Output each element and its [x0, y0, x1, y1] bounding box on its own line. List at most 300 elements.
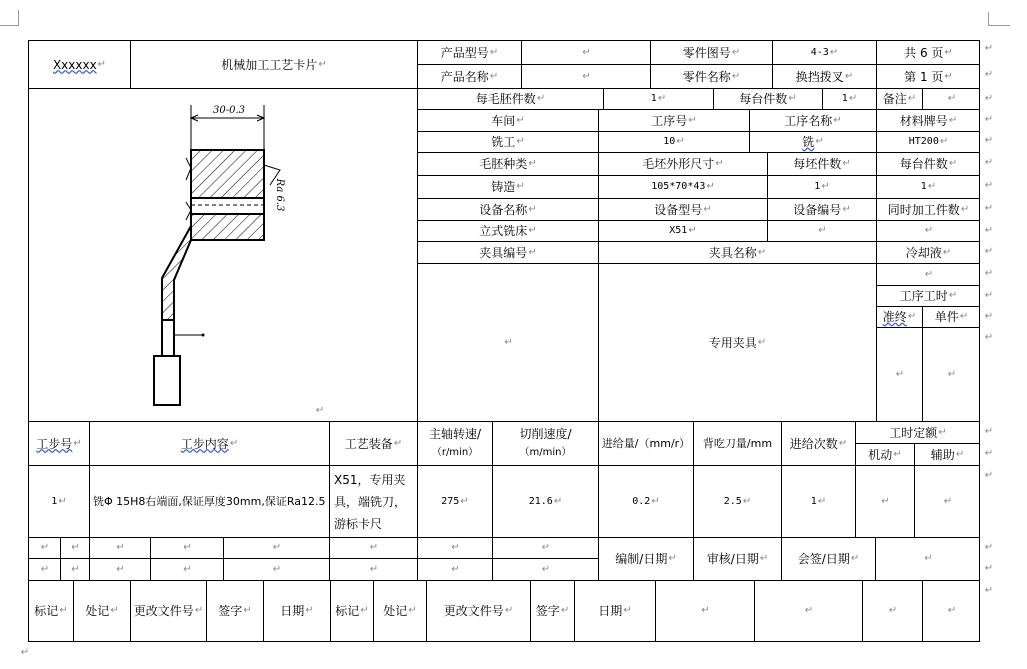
sign-label-1-text: 签字 [218, 604, 243, 618]
paragraph-mark: ↵ [489, 70, 499, 82]
countersign-date-label [782, 538, 875, 580]
step-row-equipment[interactable] [330, 466, 417, 537]
paragraph-mark: ↵ [516, 114, 525, 126]
paragraph-mark: ↵ [938, 426, 947, 438]
paragraph-mark: ↵ [815, 136, 824, 147]
paragraph-mark: ↵ [893, 448, 902, 460]
paragraph-mark: ↵ [701, 605, 710, 616]
paragraph-mark: ↵ [959, 311, 969, 322]
part-drawing-no-value[interactable] [773, 41, 876, 64]
date-label-2 [575, 581, 655, 641]
blank-cell[interactable] [330, 559, 417, 580]
paragraph-mark: ↵ [315, 405, 325, 416]
part-name-label [651, 65, 772, 88]
paragraph-mark: ↵ [818, 225, 827, 236]
quota-header [856, 422, 980, 443]
paragraph-mark: ↵ [907, 311, 917, 322]
paragraph-mark: ↵ [183, 542, 192, 553]
countersign-date-value[interactable] [863, 581, 922, 641]
review-date-label-text: 审核/日期 [706, 552, 759, 566]
paragraph-mark: ↵ [528, 203, 537, 215]
paragraph-mark: ↵ [460, 495, 469, 507]
paragraph-mark: ↵ [944, 70, 953, 82]
blank-cell[interactable] [418, 538, 492, 558]
paragraph-mark: ↵ [942, 246, 952, 258]
workshop-label-text: 车间 [491, 113, 516, 128]
process-time-label [877, 286, 980, 306]
row-end-mark: ↵ [984, 268, 994, 279]
remarks-label [877, 89, 922, 109]
review-date-value[interactable] [755, 581, 862, 641]
row-end-mark: ↵ [984, 203, 994, 214]
passes-header [782, 422, 855, 465]
fixture-name-value-text: 专用夹具 [708, 335, 757, 350]
equipment-model-label-text: 设备型号 [654, 202, 703, 217]
paragraph-mark: ↵ [116, 563, 125, 575]
product-name-label [418, 65, 521, 88]
fixture-name-label-text: 夹具名称 [708, 245, 757, 260]
spindle-header [418, 422, 492, 465]
paragraph-mark: ↵ [817, 495, 827, 507]
company-name-text: Xxxxxx [52, 57, 97, 72]
total-pages [877, 41, 980, 64]
paragraph-mark: ↵ [393, 437, 403, 449]
paragraph-mark: ↵ [408, 605, 417, 616]
material-value-text: HT200 [908, 136, 939, 147]
paragraph-mark: ↵ [59, 605, 68, 616]
paragraph-mark: ↵ [318, 58, 327, 70]
step-row-aux[interactable] [915, 466, 980, 537]
mark-label-1-text: 标记 [34, 604, 59, 618]
paragraph-mark: ↵ [553, 495, 563, 507]
compile-date-value[interactable] [656, 581, 754, 641]
paragraph-mark: ↵ [229, 437, 239, 449]
paragraph-mark: ↵ [651, 495, 660, 507]
feed-header-text: 进给量/（mm/r） [601, 436, 691, 450]
paragraph-mark: ↵ [947, 368, 957, 380]
blank-cell[interactable] [151, 559, 223, 580]
paragraph-mark: ↵ [948, 114, 958, 126]
blank-per-value-text: 1 [650, 93, 657, 104]
paragraph-mark: ↵ [943, 495, 953, 507]
paragraph-mark: ↵ [948, 158, 958, 169]
blank-cell[interactable] [61, 538, 89, 558]
equipment-name-value[interactable] [418, 221, 598, 241]
extra-date-value[interactable] [923, 581, 980, 641]
row-end-mark: ↵ [984, 69, 994, 80]
paragraph-mark: ↵ [948, 290, 958, 301]
paragraph-mark: ↵ [272, 542, 282, 553]
step-row-cut-speed-text: 21.6 [528, 495, 553, 507]
paragraph-mark: ↵ [369, 563, 379, 575]
dimension-label: 30-0.3 [213, 105, 246, 116]
paragraph-mark: ↵ [844, 70, 854, 82]
equipment-model-value-text: X51 [669, 225, 688, 236]
step-row-no[interactable] [29, 466, 89, 537]
row-end-mark: ↵ [984, 542, 994, 553]
part-arm [162, 226, 191, 320]
sign-label-2 [531, 581, 574, 641]
row-end-mark: ↵ [984, 114, 994, 125]
sign-label-1 [207, 581, 263, 641]
equipment-no-label [768, 199, 876, 220]
blank-cell[interactable] [29, 559, 60, 580]
paragraph-mark: ↵ [194, 605, 204, 616]
material-value[interactable] [877, 132, 980, 152]
paragraph-mark: ↵ [848, 93, 858, 104]
paragraph-mark: ↵ [706, 181, 715, 192]
blank-size-value[interactable] [599, 176, 767, 198]
paragraph-mark: ↵ [907, 93, 917, 104]
per-unit2-value-text: 1 [920, 181, 927, 192]
product-name-label-text: 产品名称 [440, 69, 489, 84]
equipment-no-label-text: 设备编号 [793, 202, 842, 217]
coolant-value[interactable] [877, 264, 980, 285]
part-name-label-text: 零件名称 [682, 69, 731, 84]
spindle-header-line2: （r/min） [431, 447, 479, 458]
equipment-model-label [599, 199, 767, 220]
paragraph-mark: ↵ [528, 246, 537, 258]
row-end-mark: ↵ [984, 585, 994, 596]
card-title-text: 机械加工工艺卡片 [221, 57, 318, 72]
workshop-value-text: 铣工 [491, 135, 516, 149]
fixture-no-label-text: 夹具编号 [479, 245, 528, 260]
per-blank-label [768, 153, 876, 175]
page-number [877, 65, 980, 88]
paragraph-mark: ↵ [939, 136, 949, 147]
aux-header [915, 444, 980, 465]
equipment-model-value[interactable] [599, 221, 767, 241]
paragraph-mark: ↵ [71, 542, 80, 553]
date-label-2-text: 日期 [598, 604, 623, 618]
compile-date-label [599, 538, 693, 580]
coolant-label [877, 242, 980, 263]
row-end-mark: ↵ [984, 93, 994, 104]
blank-size-label-text: 毛坯外形尺寸 [642, 157, 715, 171]
mark-label-2 [331, 581, 373, 641]
process-name-label-text: 工序名称 [784, 113, 833, 128]
part-head-block [191, 150, 264, 198]
paragraph-mark: ↵ [657, 93, 667, 104]
depth-header [694, 422, 781, 465]
paragraph-mark: ↵ [582, 70, 591, 82]
spindle-header-line1: 主轴转速/ [428, 427, 482, 441]
paragraph-mark: ↵ [451, 563, 460, 575]
paragraph-mark: ↵ [183, 563, 192, 575]
blank-cell[interactable] [330, 538, 417, 558]
row-end-mark: ↵ [984, 563, 994, 574]
place-label-2-text: 处记 [383, 604, 408, 618]
paragraph-mark: ↵ [676, 136, 685, 147]
card-title [131, 41, 417, 88]
paragraph-mark: ↵ [924, 225, 934, 236]
simultaneous-value[interactable] [877, 221, 980, 241]
blank-cell[interactable] [418, 559, 492, 580]
paragraph-mark: ↵ [369, 542, 379, 553]
blank-per-value[interactable] [604, 89, 713, 109]
part-slot [191, 198, 264, 214]
per-blank-label-text: 每坯件数 [793, 157, 842, 171]
sign-label-2-text: 签字 [535, 604, 560, 618]
part-drawing-no-label-text: 零件图号 [682, 45, 731, 60]
change-doc-label-2-text: 更改文件号 [443, 604, 504, 618]
blank-cell[interactable] [90, 538, 150, 558]
blank-cell[interactable] [151, 538, 223, 558]
equipment-name-value-text: 立式铣床 [479, 224, 528, 238]
paragraph-mark: ↵ [528, 158, 537, 169]
paragraph-mark: ↵ [895, 368, 905, 380]
per-blank-value[interactable] [768, 176, 876, 198]
process-name-value-text: 铣 [802, 135, 815, 149]
paragraph-mark: ↵ [833, 114, 842, 126]
process-name-value[interactable] [750, 132, 876, 152]
simultaneous-label [877, 199, 980, 220]
material-label [877, 110, 980, 131]
passes-header-text: 进给次数 [789, 436, 838, 451]
review-date-label [694, 538, 781, 580]
remarks-value[interactable] [923, 89, 980, 109]
step-row-depth-text: 2.5 [723, 495, 742, 507]
row-end-mark: ↵ [984, 311, 994, 322]
paragraph-mark: ↵ [731, 46, 741, 58]
row-end-mark: ↵ [984, 426, 994, 437]
equipment-header [330, 422, 417, 465]
paragraph-mark: ↵ [829, 46, 839, 58]
total-pages-text: 共 6 页 [904, 45, 944, 60]
cut-speed-header-line2: （m/min） [519, 447, 572, 458]
paragraph-mark: ↵ [528, 225, 537, 236]
step-row-content[interactable] [90, 466, 329, 537]
paragraph-mark: ↵ [541, 542, 551, 553]
blank-cell[interactable] [61, 559, 89, 580]
quota-header-text: 工时定额 [889, 425, 938, 440]
row-end-mark: ↵ [984, 135, 994, 146]
paragraph-mark: ↵ [541, 563, 551, 575]
process-no-value-text: 10 [663, 136, 676, 147]
blank-type-value-text: 铸造 [491, 180, 516, 194]
process-no-label-text: 工序号 [651, 113, 688, 128]
material-label-text: 材料牌号 [899, 113, 948, 128]
step-row-content-text: 铣Φ 15H8右端面,保证厚度30mm,保证Ra12.5 [93, 494, 326, 508]
equipment-name-label [418, 199, 598, 220]
part-name-value[interactable] [773, 65, 876, 88]
blank-type-value[interactable] [418, 176, 598, 198]
depth-header-text: 背吃刀量/mm [702, 436, 773, 450]
paragraph-mark: ↵ [560, 605, 570, 616]
paragraph-mark: ↵ [110, 605, 119, 616]
blank-type-label [418, 153, 598, 175]
paragraph-mark: ↵ [927, 181, 937, 192]
paragraph-mark: ↵ [516, 181, 525, 192]
paragraph-mark: ↵ [504, 605, 514, 616]
paragraph-mark: ↵ [731, 70, 741, 82]
date-label-1-text: 日期 [280, 604, 305, 618]
countersign-extra[interactable] [876, 538, 980, 580]
equipment-name-label-text: 设备名称 [479, 202, 528, 217]
workshop-label [418, 110, 598, 131]
paragraph-mark: ↵ [668, 553, 677, 564]
paragraph-mark: ↵ [947, 605, 957, 616]
paragraph-mark: ↵ [944, 46, 953, 58]
mark-label-2-text: 标记 [335, 604, 360, 618]
prep-value[interactable] [877, 328, 922, 421]
place-label-1 [74, 581, 130, 641]
blank-cell[interactable] [493, 538, 598, 558]
blank-cell[interactable] [90, 559, 150, 580]
page-number-text: 第 1 页 [904, 69, 944, 84]
paragraph-mark: ↵ [759, 553, 769, 564]
paragraph-mark: ↵ [451, 542, 460, 553]
change-doc-label-1 [131, 581, 206, 641]
blank-cell[interactable] [493, 559, 598, 580]
machine-header-text: 机动 [868, 447, 893, 462]
per-unit2-label-text: 每台件数 [899, 157, 948, 171]
paragraph-mark: ↵ [504, 336, 513, 348]
roughness-label: Ra 6.3 [274, 178, 285, 212]
paragraph-mark: ↵ [489, 46, 499, 58]
paragraph-mark: ↵ [924, 268, 934, 280]
part-shank [162, 320, 174, 356]
paragraph-mark: ↵ [97, 58, 107, 70]
paragraph-mark: ↵ [888, 605, 898, 616]
date-label-1 [264, 581, 330, 641]
mark-label-1 [29, 581, 73, 641]
paragraph-mark: ↵ [742, 495, 752, 507]
single-value[interactable] [923, 328, 980, 421]
paragraph-mark: ↵ [757, 336, 767, 348]
per-unit-value[interactable] [823, 89, 876, 109]
workshop-value[interactable] [418, 132, 598, 152]
paragraph-mark: ↵ [788, 93, 797, 104]
blank-size-label [599, 153, 767, 175]
doc-end-mark: ↵ [20, 647, 30, 658]
row-end-mark: ↵ [984, 180, 994, 191]
countersign-date-label-text: 会签/日期 [797, 552, 850, 566]
step-row-spindle[interactable] [418, 466, 492, 537]
paragraph-mark: ↵ [516, 136, 525, 147]
paragraph-mark: ↵ [688, 114, 697, 126]
change-doc-label-2 [427, 581, 530, 641]
paragraph-mark: ↵ [757, 246, 767, 258]
compile-date-label-text: 编制/日期 [615, 552, 668, 566]
product-model-value[interactable] [522, 41, 650, 64]
process-name-label [750, 110, 876, 131]
company-name [29, 41, 130, 88]
aux-header-text: 辅助 [930, 447, 955, 462]
process-time-label-text: 工序工时 [899, 289, 948, 303]
paragraph-mark: ↵ [243, 605, 252, 616]
paragraph-mark: ↵ [40, 563, 50, 575]
step-no-header-text: 工步号 [36, 436, 73, 451]
per-unit-label-text: 每台件数 [739, 92, 788, 106]
row-end-mark: ↵ [984, 43, 994, 54]
paragraph-mark: ↵ [688, 225, 697, 236]
paragraph-mark: ↵ [58, 495, 67, 507]
step-no-header [29, 422, 89, 465]
blank-type-label-text: 毛胚种类 [479, 157, 528, 171]
paragraph-mark: ↵ [623, 605, 632, 616]
step-row-equipment-text: X51，专用夹具，端铣刀，游标卡尺 [334, 472, 407, 531]
prep-label-text: 准终 [882, 310, 907, 324]
paragraph-mark: ↵ [960, 203, 970, 215]
paragraph-mark: ↵ [804, 605, 814, 616]
equipment-header-text: 工艺装备 [344, 436, 393, 451]
step-content-header-text: 工步内容 [180, 436, 229, 451]
paragraph-mark: ↵ [116, 542, 125, 553]
fixture-no-value[interactable] [418, 264, 598, 421]
row-end-mark: ↵ [984, 332, 994, 343]
feed-header [599, 422, 693, 465]
blank-cell[interactable] [224, 538, 329, 558]
paragraph-mark: ↵ [821, 181, 830, 192]
remarks-label-text: 备注 [882, 92, 907, 106]
step-row-cut-speed[interactable] [493, 466, 598, 537]
per-blank-value-text: 1 [814, 181, 821, 192]
step-row-no-text: 1 [51, 495, 58, 507]
process-no-value[interactable] [599, 132, 749, 152]
step-row-spindle-text: 275 [441, 495, 460, 507]
product-model-label-text: 产品型号 [440, 45, 489, 60]
fixture-name-label [599, 242, 876, 263]
per-unit2-value[interactable] [877, 176, 980, 198]
per-unit2-label [877, 153, 980, 175]
cut-speed-header-line1: 切削速度/ [519, 427, 572, 441]
paragraph-mark: ↵ [842, 203, 851, 215]
step-content-header [90, 422, 329, 465]
blank-cell[interactable] [224, 559, 329, 580]
step-row-machine[interactable] [856, 466, 914, 537]
step-row-feed[interactable] [599, 466, 693, 537]
equipment-no-value[interactable] [768, 221, 876, 241]
row-end-mark: ↵ [984, 225, 994, 236]
product-name-value[interactable] [522, 65, 650, 88]
paragraph-mark: ↵ [924, 553, 933, 564]
part-base-block [191, 214, 264, 240]
blank-per-label-text: 每毛胚件数 [475, 92, 536, 106]
paragraph-mark: ↵ [40, 542, 50, 553]
step-row-depth[interactable] [694, 466, 781, 537]
paragraph-mark: ↵ [73, 437, 82, 449]
per-unit-label [714, 89, 822, 109]
paragraph-mark: ↵ [838, 437, 848, 449]
change-doc-label-1-text: 更改文件号 [133, 604, 194, 618]
paragraph-mark: ↵ [272, 563, 282, 575]
row-end-mark: ↵ [984, 290, 994, 301]
single-label-text: 单件 [934, 310, 959, 324]
paragraph-mark: ↵ [536, 93, 546, 104]
paragraph-mark: ↵ [947, 93, 957, 104]
fixture-no-label [418, 242, 598, 263]
row-end-mark: ↵ [984, 246, 994, 257]
part-drawing-no-label [651, 41, 772, 64]
paragraph-mark: ↵ [955, 448, 965, 460]
paragraph-mark: ↵ [703, 203, 712, 215]
blank-cell[interactable] [29, 538, 60, 558]
paragraph-mark: ↵ [881, 495, 890, 507]
simultaneous-label-text: 同时加工件数 [887, 202, 960, 217]
per-unit-value-text: 1 [841, 93, 848, 104]
fixture-name-value[interactable] [599, 264, 876, 421]
part-drawing-no-value-text: 4-3 [810, 46, 829, 58]
blank-per-label [418, 89, 603, 109]
paragraph-mark: ↵ [715, 158, 724, 169]
paragraph-mark: ↵ [305, 605, 314, 616]
paragraph-mark: ↵ [850, 553, 860, 564]
row-end-mark: ↵ [984, 448, 994, 459]
paragraph-mark: ↵ [71, 563, 80, 575]
product-model-label [418, 41, 521, 64]
step-row-passes[interactable] [782, 466, 855, 537]
